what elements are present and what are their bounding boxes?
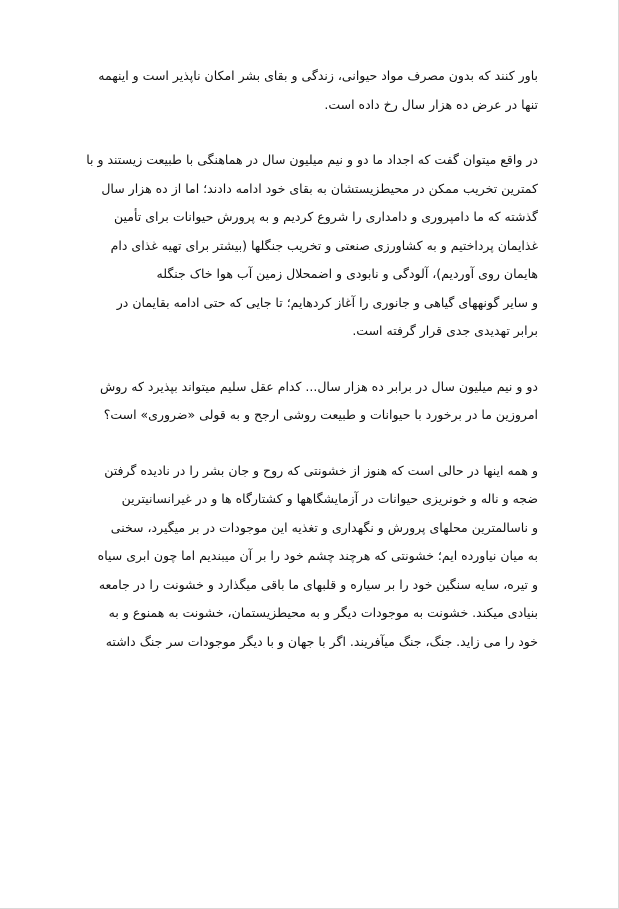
text-line: ضجه و ناله و خونریزی حیوانات در آزمایشگاهها و کشتارگاه ها و در غیرانسانیترین bbox=[121, 491, 538, 506]
paragraph bbox=[78, 373, 538, 430]
text-line: کمترین تخریب ممکن در محیطزیستشان به بقای خود ادامه دادند؛ اما از ده هزار سال bbox=[101, 180, 538, 196]
paragraph bbox=[78, 146, 538, 346]
text-line: غذایمان پرداختیم و به کشاورزی صنعتی و تخریب جنگلها (بیشتر برای تهیه غذای دام bbox=[110, 237, 538, 253]
text-line: امروزین ما در برخورد با حیوانات و طبیعت روشی ارجح و به قولی «ضروری» است؟ bbox=[103, 407, 538, 422]
text-line: خود را می زاید. جنگ، جنگ میآفریند. اگر با جهان و با دیگر موجودات سر جنگ داشته bbox=[105, 633, 538, 649]
text-line: بنیادی میکند. خشونت به موجودات دیگر و به محیطزیستمان، خشونت به همنوع و به bbox=[108, 605, 538, 620]
paragraph bbox=[78, 62, 538, 119]
text-line: به میان نیاورده ایم؛ خشونتی که هرچند چشم خود را بر آن میبندیم اما چون ابری سیاه bbox=[97, 548, 538, 563]
text-line: و ناسالمترین محلهای پرورش و نگهداری و تغذیه این موجودات در بر میگیرد، سخنی bbox=[110, 519, 538, 535]
text-line: و تیره، سایه سنگین خود را بر سیاره و قلبهای ما باقی میگذارد و خشونت را در جامعه bbox=[98, 576, 538, 592]
paragraph bbox=[78, 457, 538, 657]
text-line: هایمان روی آوردیم)، آلودگی و نابودی و اضمحلال زمین آب هوا خاک جنگله bbox=[156, 266, 538, 281]
text-line: و سایر گونههای گیاهی و جانوری را آغاز کردهایم؛ تا جایی که حتی ادامه بقایمان در bbox=[116, 294, 538, 310]
document-body bbox=[78, 62, 538, 683]
text-line: گذشته که ما دامپروری و دامداری را شروع کردیم و به پرورش حیوانات برای تأمین bbox=[113, 209, 538, 224]
text-line: دو و نیم میلیون سال در برابر ده هزار سال... کدام عقل سلیم میتواند بپذیرد که روش bbox=[99, 378, 538, 394]
text-line: در واقع میتوان گفت که اجداد ما دو و نیم میلیون سال در هماهنگی با طبیعت زیستند و با bbox=[86, 152, 538, 167]
text-line: و همه اینها در حالی است که هنوز از خشونتی که روح و جان بشر را در نادیده گرفتن bbox=[104, 462, 538, 478]
text-line: تنها در عرض ده هزار سال رخ داده است. bbox=[324, 96, 538, 112]
text-line: باور کنند که بدون مصرف مواد حیوانی، زندگی و بقای بشر امکان ناپذیر است و اینهمه bbox=[98, 68, 538, 83]
text-line: برابر تهدیدی جدی قرار گرفته است. bbox=[352, 323, 538, 338]
